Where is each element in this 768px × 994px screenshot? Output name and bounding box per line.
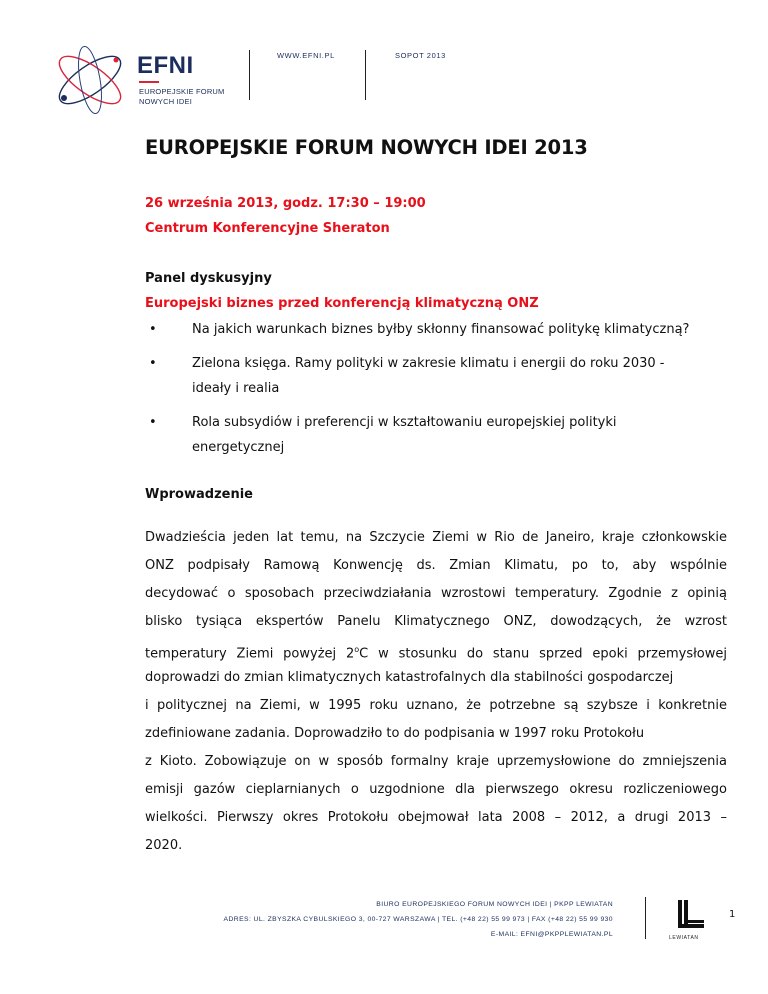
list-item [145,410,705,460]
list-item [145,317,705,342]
venue-line: Centrum Konferencyjne Sheraton [145,221,390,236]
footer-office: BIURO EUROPEJSKIEGO FORUM NOWYCH IDEI | PKPP LEWIATAN [376,901,613,908]
paragraph-line: ONZ podpisały Ramową Konwencję ds. Zmian Klimatu, po to, aby wspólnie [145,558,727,573]
paragraph-line: zdefiniowane zadania. Doprowadziło to do podpisania w 1997 roku Protokołu [145,726,645,741]
website-link[interactable]: WWW.EFNI.PL [277,51,335,60]
bullet-icon: • [149,322,157,337]
page-number: 1 [729,909,736,920]
paragraph-line: decydować o sposobach przeciwdziałania wzrostowi temperatury. Zgodnie z opinią [145,586,727,601]
degree-sup: o [354,645,360,654]
page-title: EUROPEJSKIE FORUM NOWYCH IDEI 2013 [145,136,588,159]
footer-email[interactable]: E-MAIL: EFNI@PKPPLEWIATAN.PL [490,931,613,938]
intro-heading: Wprowadzenie [145,487,253,502]
panel-title: Europejski biznes przed konferencją klimatyczną ONZ [145,296,539,311]
paragraph-line: z Kioto. Zobowiązuje on w sposób formalny kraje uprzemysłowione do zmniejszenia [145,754,727,769]
brand-sub-line-1: EUROPEJSKIE FORUM [139,87,225,96]
footer-address: ADRES: UL. ZBYSZKA CYBULSKIEGO 3, 00-727 WARSZAWA | TEL. (+48 22) 55 99 973 | FAX (+48 22) 55 99 930 [223,916,613,923]
list-item-line: Rola subsydiów i preferencji w kształtowaniu europejskiej polityki [192,415,617,430]
header-divider-1 [249,50,250,100]
brand-subtitle [139,87,225,107]
paragraph-line: i politycznej na Ziemi, w 1995 roku uznano, że potrzebne są szybsze i konkretnie [145,698,727,713]
footer-divider [645,897,646,939]
list-item-line: Zielona księga. Ramy polityki w zakresie klimatu i energii do roku 2030 - [192,356,665,371]
temp-post: C w stosunku do stanu sprzed epoki przemysłowej [359,646,727,662]
paragraph-line: Dwadzieścia jeden lat temu, na Szczycie Ziemi w Rio de Janeiro, kraje członkowskie [145,530,727,545]
date-line: 26 września 2013, godz. 17:30 – 19:00 [145,196,426,211]
brand-name: EFNI [137,52,194,79]
bullet-icon: • [149,415,157,430]
paragraph-line: emisji gazów cieplarnianych o uzgodnione dla pierwszego okresu rozliczeniowego [145,782,727,797]
paragraph-line-temperature [145,636,727,664]
intro-paragraph [145,524,727,860]
lewiatan-label: LEWIATAN [669,935,699,941]
bullet-icon: • [149,356,157,371]
brand-divider [139,81,159,83]
topic-list [145,317,705,469]
panel-label: Panel dyskusyjny [145,271,272,286]
paragraph-line: blisko tysiąca ekspertów Panelu Klimatycznego ONZ, dowodzących, że wzrost [145,614,727,629]
temp-pre: temperatury Ziemi powyżej 2 [145,646,355,662]
list-item [145,351,705,401]
event-label: SOPOT 2013 [395,51,446,60]
paragraph-line: 2020. [145,838,183,853]
list-item-line: ideały i realia [192,381,280,396]
brand-sub-line-2: NOWYCH IDEI [139,97,193,106]
list-item-line: energetycznej [192,440,285,455]
efni-orbit-icon [50,40,135,120]
efni-logo [50,40,260,120]
paragraph-line: wielkości. Pierwszy okres Protokołu obejmował lata 2008 – 2012, a drugi 2013 – [145,810,727,825]
list-item-line: Na jakich warunkach biznes byłby skłonny finansować politykę klimatyczną? [192,322,690,337]
header-divider-2 [365,50,366,100]
paragraph-line: doprowadzi do zmian klimatycznych katastrofalnych dla stabilności gospodarczej [145,670,674,685]
